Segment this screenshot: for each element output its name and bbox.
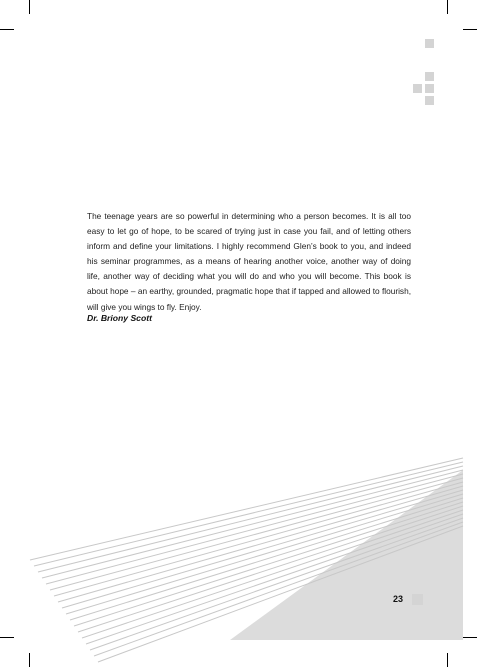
page-number: 23	[393, 594, 404, 604]
page-number-square	[412, 594, 423, 605]
quote-paragraph: The teenage years are so powerful in determining who a person becomes. It is all too easy to let go of hope, to be scared of trying just in case you fail, and of letting others inform and define your limitations. I highly recommend Glen’s book to you, and indeed his seminar programmes, as a means of hearing another voice, another way of doing life, another way of deciding what you will do and who you will become. This book is about hope – an earthy, grounded, pragmatic hope that if tapped and allowed to flourish, will give you wings to fly. Enjoy.	[87, 211, 411, 312]
quote-author: Dr. Briony Scott	[87, 313, 152, 323]
